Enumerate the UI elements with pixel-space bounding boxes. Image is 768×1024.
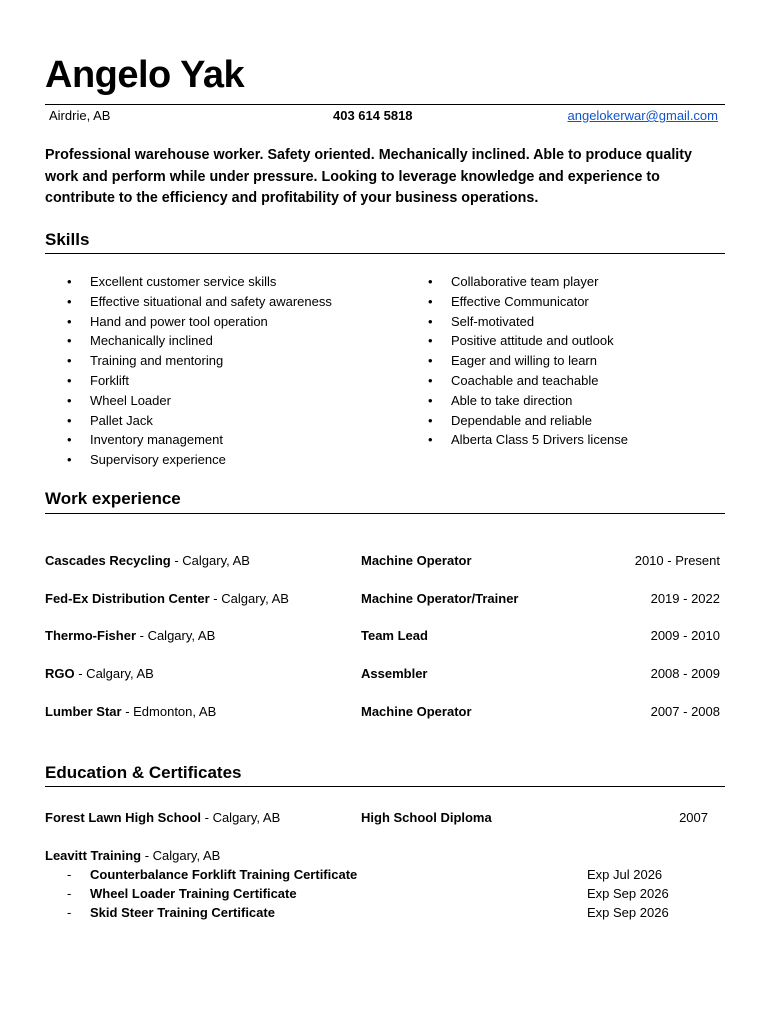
certificate-row — [45, 866, 725, 884]
skill-item: • Effective Communicator — [406, 292, 628, 312]
school-location: - Calgary, AB — [201, 810, 281, 825]
job-years: 2019 - 2022 — [650, 591, 720, 606]
certificate-expiry: Exp Jul 2026 — [587, 867, 663, 882]
certificate-name: Wheel Loader Training Certificate — [90, 886, 297, 901]
job-company: Cascades Recycling — [45, 553, 171, 568]
job-role: Team Lead — [361, 628, 428, 643]
skill-item: • Effective situational and safety awareness — [45, 292, 332, 312]
education-heading: Education & Certificates — [45, 763, 242, 782]
candidate-name: Angelo Yak — [45, 54, 245, 96]
training-row — [45, 847, 725, 865]
skill-item: • Wheel Loader — [45, 391, 332, 411]
work-experience-divider — [45, 513, 725, 514]
job-company: Thermo-Fisher — [45, 628, 137, 643]
job-company: RGO — [45, 666, 75, 681]
job-row — [45, 590, 725, 608]
job-location: - Calgary, AB — [170, 553, 250, 568]
contact-city: Airdrie, AB — [49, 108, 111, 123]
skill-item: • Excellent customer service skills — [45, 272, 332, 292]
job-location: - Calgary, AB — [136, 628, 216, 643]
certificate-dash: - — [67, 867, 72, 882]
school-credential: High School Diploma — [361, 810, 492, 825]
job-row — [45, 552, 725, 570]
job-employer — [45, 665, 154, 683]
skills-list-right — [406, 272, 628, 450]
job-row — [45, 665, 725, 683]
skills-divider — [45, 253, 725, 254]
skill-item: • Positive attitude and outlook — [406, 331, 628, 351]
job-location: - Calgary, AB — [74, 666, 154, 681]
certificate-expiry: Exp Sep 2026 — [587, 886, 669, 901]
skill-item: • Hand and power tool operation — [45, 312, 332, 332]
skill-item: • Mechanically inclined — [45, 331, 332, 351]
certificate-row — [45, 885, 725, 903]
certificate-row — [45, 904, 725, 922]
job-years: 2009 - 2010 — [650, 628, 720, 643]
skill-item: • Able to take direction — [406, 391, 628, 411]
certificate-expiry: Exp Sep 2026 — [587, 905, 669, 920]
contact-email-link[interactable]: angelokerwar@gmail.com — [567, 108, 718, 123]
certificate-dash: - — [67, 886, 72, 901]
contact-phone: 403 614 5818 — [333, 108, 413, 123]
education-divider — [45, 786, 725, 787]
job-employer — [45, 703, 216, 721]
job-row — [45, 627, 725, 645]
job-company: Fed-Ex Distribution Center — [45, 591, 210, 606]
skill-item: • Self-motivated — [406, 312, 628, 332]
school-entry — [45, 809, 280, 827]
job-role: Assembler — [361, 666, 428, 681]
skill-item: • Inventory management — [45, 430, 332, 450]
training-entry — [45, 847, 220, 865]
certificate-dash: - — [67, 905, 72, 920]
skill-item: • Training and mentoring — [45, 351, 332, 371]
certificate-name: Skid Steer Training Certificate — [90, 905, 275, 920]
skill-item: • Supervisory experience — [45, 450, 332, 470]
job-employer — [45, 590, 289, 608]
school-row — [45, 809, 725, 827]
job-role: Machine Operator — [361, 704, 472, 719]
training-location: - Calgary, AB — [141, 848, 221, 863]
job-row — [45, 703, 725, 721]
skill-item: • Alberta Class 5 Drivers license — [406, 430, 628, 450]
skill-item: • Forklift — [45, 371, 332, 391]
certificate-name: Counterbalance Forklift Training Certificate — [90, 867, 358, 882]
job-location: - Edmonton, AB — [121, 704, 217, 719]
professional-summary: Professional warehouse worker. Safety oriented. Mechanically inclined. Able to produce quality work and perform while under pressure. Looking to leverage knowledge and experience to contribute to the efficiency and profitability of your business operations. — [45, 147, 692, 206]
job-company: Lumber Star — [45, 704, 122, 719]
job-role: Machine Operator/Trainer — [361, 591, 519, 606]
job-employer — [45, 552, 250, 570]
skill-item: • Collaborative team player — [406, 272, 628, 292]
skill-item: • Eager and willing to learn — [406, 351, 628, 371]
skills-list-left — [45, 272, 332, 470]
skill-item: • Coachable and teachable — [406, 371, 628, 391]
header-divider — [45, 104, 725, 105]
job-years: 2007 - 2008 — [650, 704, 720, 719]
school-name: Forest Lawn High School — [45, 810, 202, 825]
job-years: 2010 - Present — [634, 553, 720, 568]
job-years: 2008 - 2009 — [650, 666, 720, 681]
job-employer — [45, 627, 215, 645]
skill-item: • Dependable and reliable — [406, 411, 628, 431]
job-role: Machine Operator — [361, 553, 472, 568]
skill-item: • Pallet Jack — [45, 411, 332, 431]
skills-heading: Skills — [45, 230, 90, 249]
job-location: - Calgary, AB — [209, 591, 289, 606]
school-year: 2007 — [679, 810, 708, 825]
training-name: Leavitt Training — [45, 848, 142, 863]
work-experience-heading: Work experience — [45, 489, 181, 508]
